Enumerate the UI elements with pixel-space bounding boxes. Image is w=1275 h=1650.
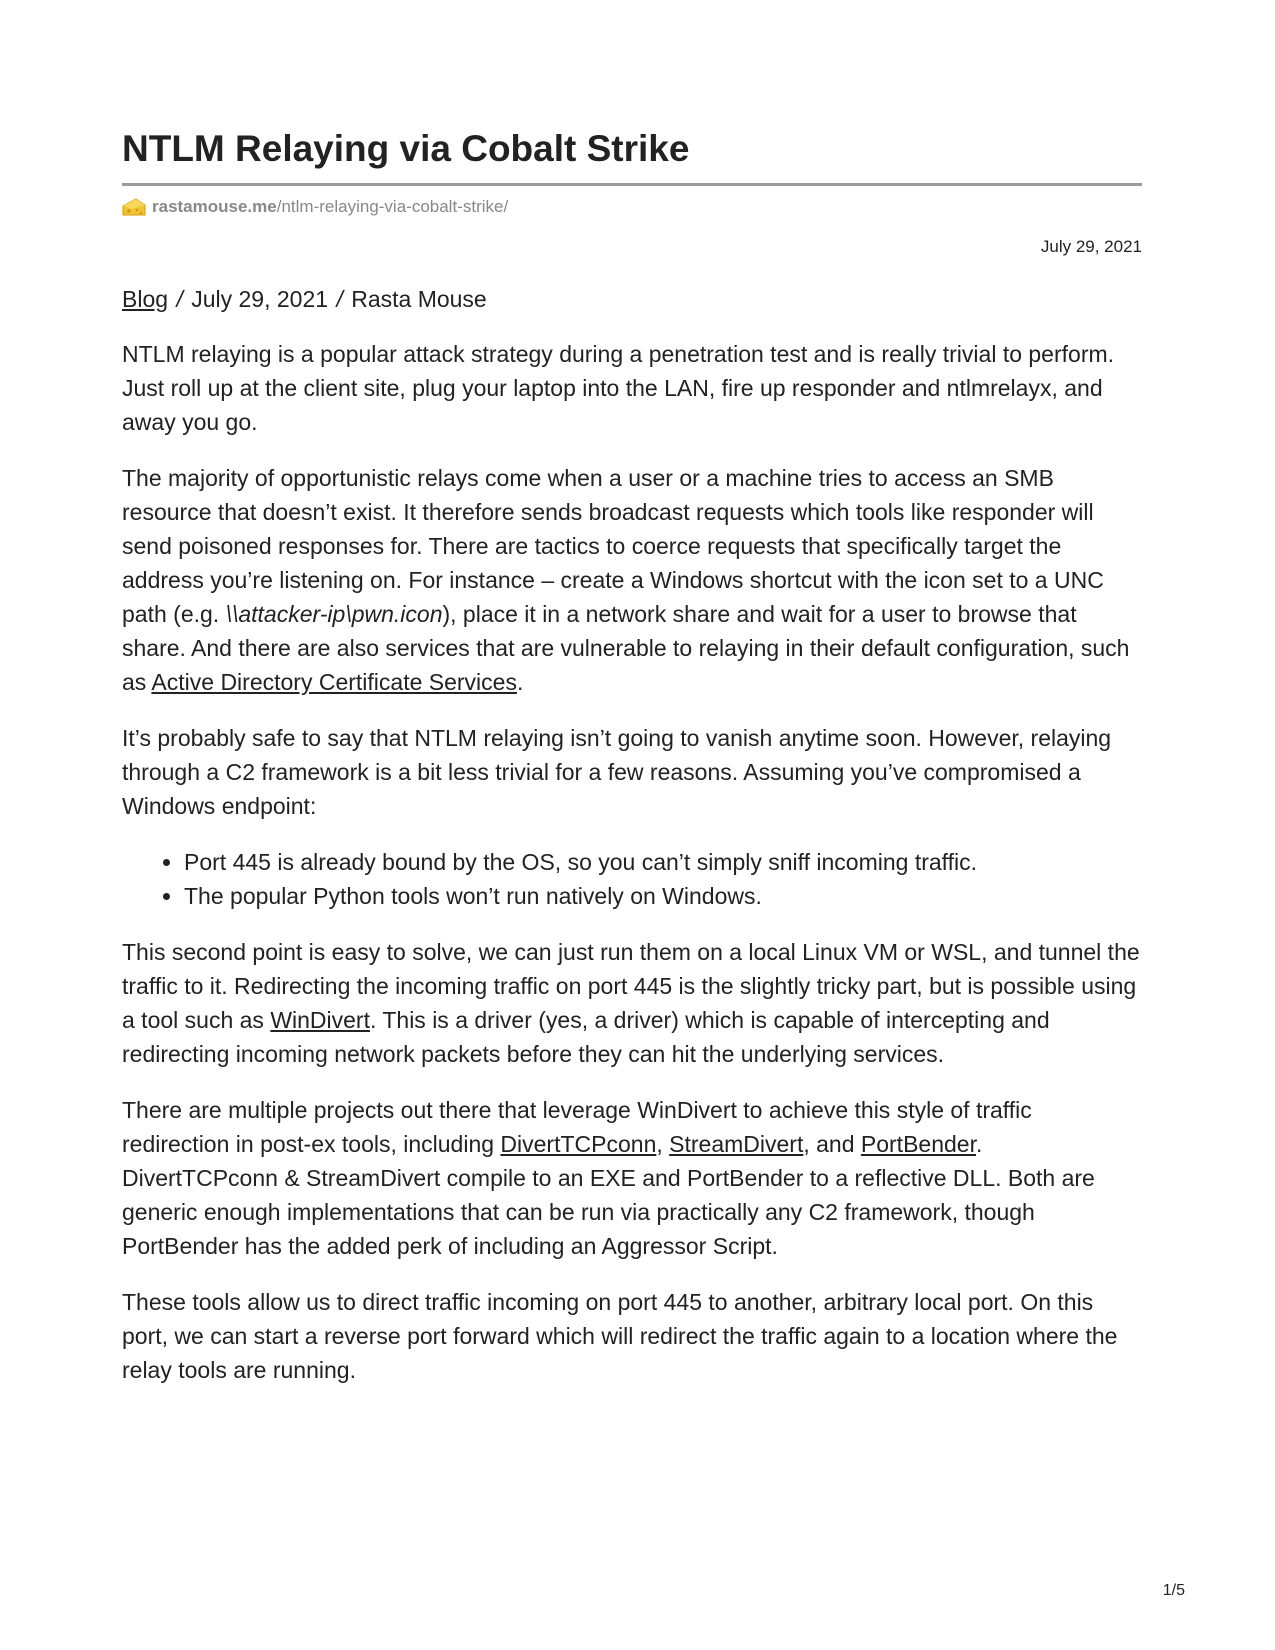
paragraph-c2-reasons: It’s probably safe to say that NTLM relaying isn’t going to vanish anytime soon. However, relaying through a C2 framework is a bit less trivial for a few reasons. Assuming you’ve compromised a Windows endpoint:	[122, 725, 1112, 819]
article	[122, 125, 1142, 1387]
list-item: • The popular Python tools won’t run natively on Windows.	[184, 879, 1142, 913]
paragraph-text: , and	[803, 1131, 861, 1157]
reasons-list	[122, 845, 1142, 913]
streamdivert-link[interactable]: StreamDivert	[669, 1131, 804, 1157]
paragraph-text: . This is a driver (yes, a driver) which is capable of intercepting and redirecting incoming network packets before they can hit the underlying services.	[122, 1007, 1050, 1067]
post-author: Rasta Mouse	[351, 286, 487, 312]
paragraph-projects	[122, 1093, 1142, 1263]
meta-separator: /	[176, 286, 183, 312]
paragraph-windivert	[122, 935, 1142, 1071]
post-meta	[122, 284, 1142, 314]
capture-date: July 29, 2021	[1040, 237, 1142, 256]
paragraph-opportunistic-relays	[122, 461, 1142, 699]
source-domain-link[interactable]: rastamouse.me	[152, 197, 277, 216]
paragraph-text: There are multiple projects out there that leverage WinDivert to achieve this style of traffic redirection in post-ex tools, including	[122, 1097, 1032, 1157]
paragraph-text: This second point is easy to solve, we can just run them on a local Linux VM or WSL, and tunnel the traffic to it. Redirecting the incoming traffic on port 445 is the slightly tricky part, but is possible using a tool such as	[122, 939, 1140, 1033]
paragraph-text: ), place it in a network share and wait for a user to browse that share. And there are also services that are vulnerable to relaying in their default configuration, such as	[122, 601, 1130, 695]
post-date: July 29, 2021	[191, 286, 329, 312]
paragraph-text: . DivertTCPconn & StreamDivert compile to an EXE and PortBender to a reflective DLL. Both are generic enough implementations that can be run via practically any C2 framework, though PortBender has the added perk of including an Aggressor Script.	[122, 1131, 1095, 1259]
source-line	[122, 196, 1142, 218]
paragraph-text: ,	[656, 1131, 670, 1157]
cheese-icon	[122, 198, 146, 216]
portbender-link[interactable]: PortBender	[860, 1131, 976, 1157]
title-divider	[122, 183, 1142, 186]
paragraph-text: .	[516, 669, 524, 695]
meta-separator: /	[336, 286, 343, 312]
category-link[interactable]: Blog	[122, 286, 169, 312]
paragraph-port-forward: These tools allow us to direct traffic incoming on port 445 to another, arbitrary local port. On this port, we can start a reverse port forward which will redirect the traffic again to a location where the relay tools are running.	[122, 1289, 1118, 1383]
windivert-link[interactable]: WinDivert	[270, 1007, 370, 1033]
paragraph-intro: NTLM relaying is a popular attack strategy during a penetration test and is really trivial to perform. Just roll up at the client site, plug your laptop into the LAN, fire up responder and ntlmrelayx, and away you go.	[122, 341, 1115, 435]
page-number: 1/5	[1162, 1582, 1185, 1599]
paragraph-text: The majority of opportunistic relays come when a user or a machine tries to access an SMB resource that doesn’t exist. It therefore sends broadcast requests which tools like responder will send poisoned responses for. There are tactics to coerce requests that specifically target the address you’re listening on. For instance – create a Windows shortcut with the icon set to a UNC path (e.g.	[122, 465, 1104, 627]
unc-path: \\attacker-ip\pwn.icon	[225, 601, 443, 627]
list-item: • Port 445 is already bound by the OS, so you can’t simply sniff incoming traffic.	[184, 845, 1142, 879]
source-path: /ntlm-relaying-via-cobalt-strike/	[276, 197, 509, 216]
adcs-link[interactable]: Active Directory Certificate Services	[151, 669, 517, 695]
diverttcpconn-link[interactable]: DivertTCPconn	[500, 1131, 657, 1157]
page-title: NTLM Relaying via Cobalt Strike	[122, 128, 690, 169]
